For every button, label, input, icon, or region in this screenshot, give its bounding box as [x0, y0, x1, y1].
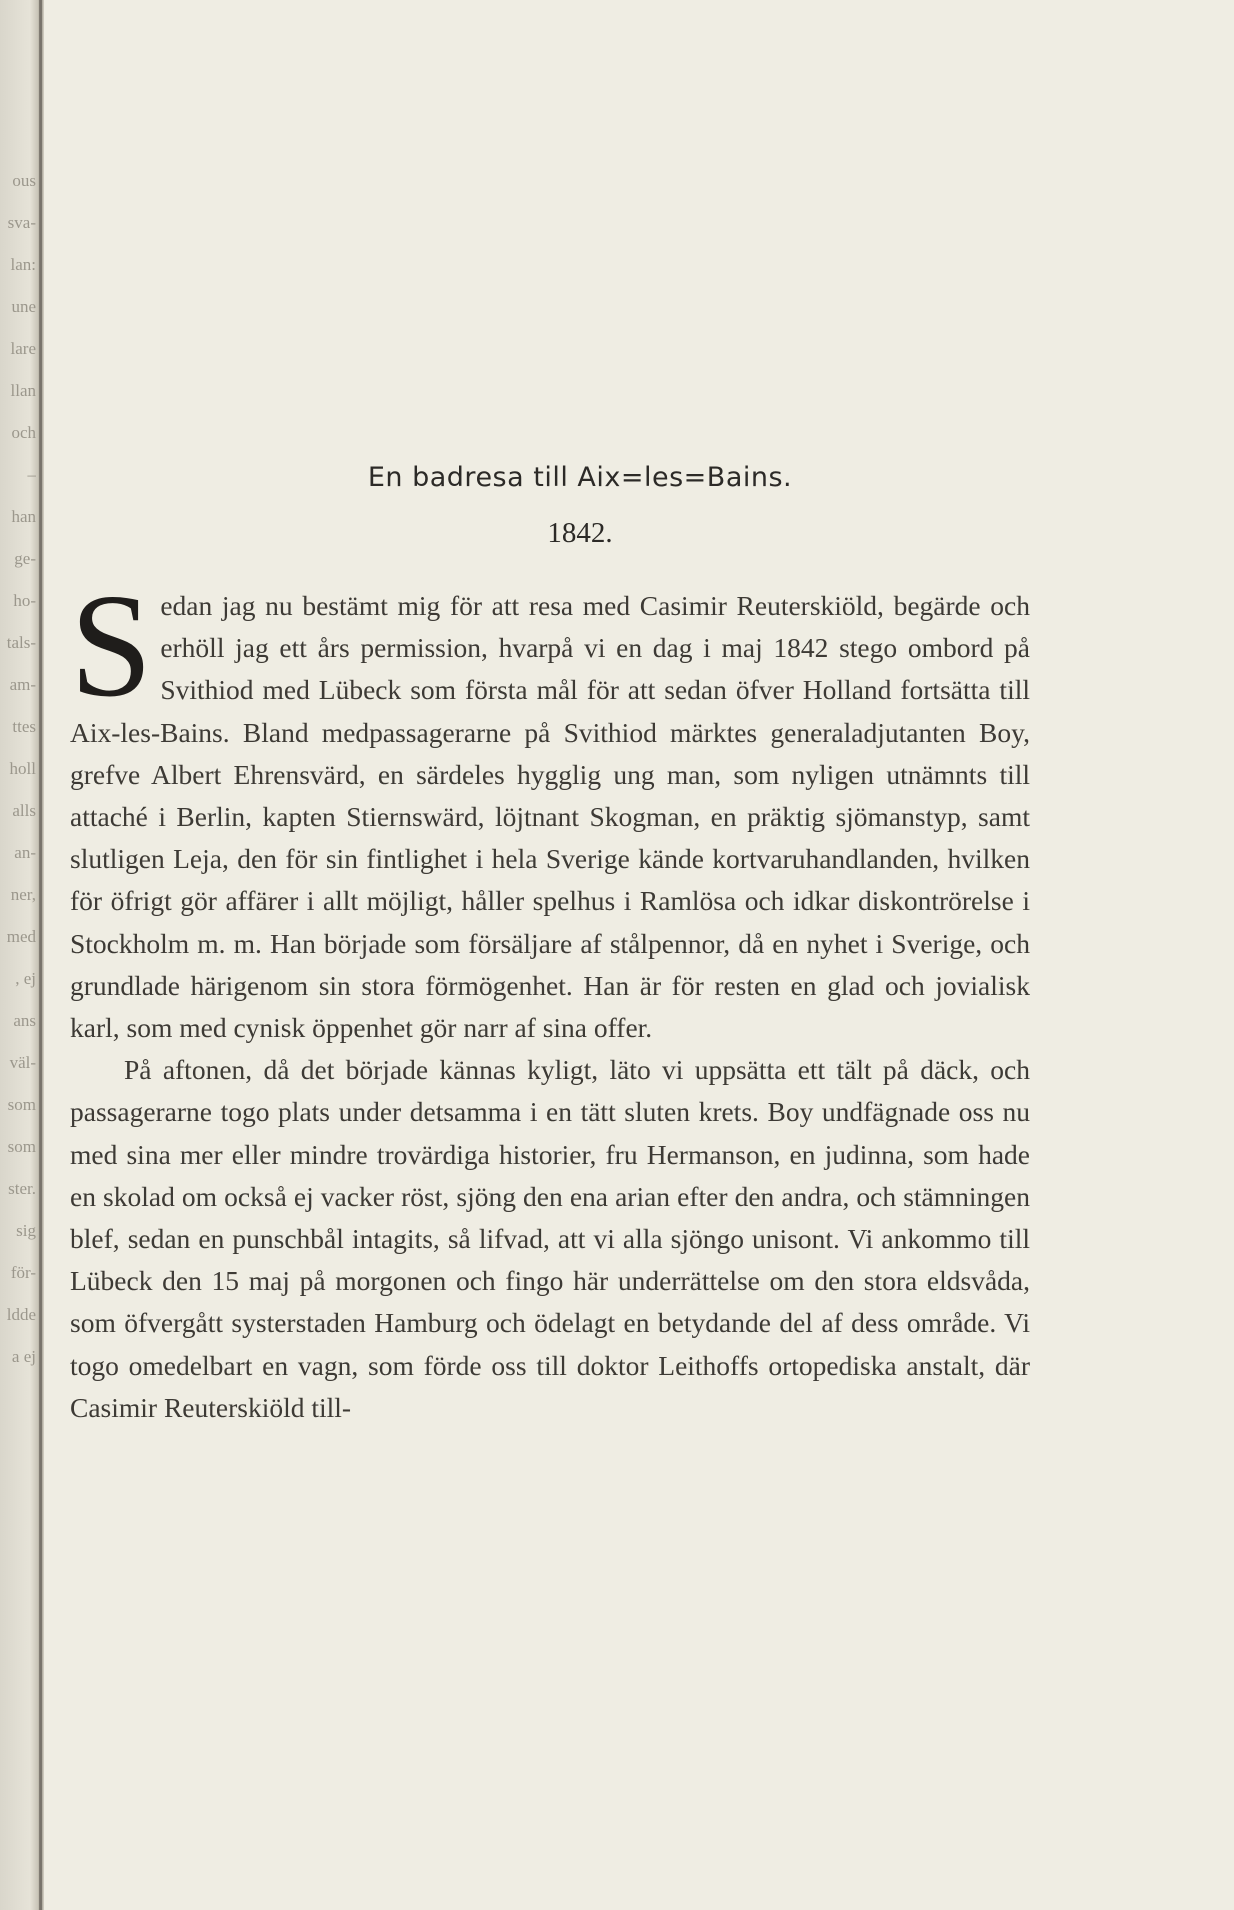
bleed-fragment: väl- [9, 1053, 36, 1072]
bleed-fragment: ner, [10, 885, 36, 904]
bleed-fragment: som [7, 1137, 36, 1156]
bleed-fragment: une [11, 297, 36, 316]
bleed-fragment: ster. [8, 1179, 36, 1198]
bleed-fragment: han [11, 507, 36, 526]
bleed-fragment: sig [16, 1221, 36, 1240]
bleed-fragment: med [6, 927, 36, 946]
bleed-fragment: , ej [15, 969, 36, 988]
previous-page-bleed [0, 160, 36, 1378]
bleed-fragment: lan: [10, 255, 36, 274]
bleed-fragment: alls [12, 801, 36, 820]
chapter-title: En badresa till Aix=les=Bains. [367, 462, 793, 493]
bleed-fragment: a ej [11, 1347, 36, 1366]
bleed-fragment: lare [10, 339, 36, 358]
bleed-fragment: ldde [6, 1305, 36, 1324]
chapter-body [70, 564, 1030, 1429]
chapter-year: 1842. [547, 517, 613, 549]
bleed-fragment: ge- [14, 549, 36, 568]
bleed-fragment: ans [13, 1011, 36, 1030]
bleed-fragment: an- [14, 843, 36, 862]
bleed-fragment: för- [10, 1263, 36, 1282]
bleed-fragment: holl [9, 759, 36, 778]
paragraph-1-text: edan jag nu bestämt mig för att resa med Casimir Reuterskiöld, begärde och erhöll jag ett års permission, hvarpå vi en dag i maj 1842 stego ombord på Svithiod med Lübeck som första mål för att sedan öfver Holland fortsätta till Aix-les-Bains. Bland medpassagerarne på Svithiod märktes generaladjutanten Boy, grefve Albert Ehrensvärd, en särdeles hygglig ung man, som nyligen utnämnts till attaché i Berlin, kapten Stiernswärd, löjtnant Skogman, en präktig sjömanstyp, samt slutligen Leja, den för sin fintlighet i hela Sverige kände kortvaruhandlanden, hvilken för öfrigt gör affärer i allt möjligt, håller spelhus i Ramlösa och idkar diskontrörelse i Stockholm m. m. Han började som försäljare af stålpennor, då en nyhet i Sverige, och grundlade härigenom sin stora förmögenhet. Han är för resten en glad och jovialisk karl, som med cynisk öppenhet gör narr af sina offer. [70, 590, 1030, 1044]
paragraph-2: På aftonen, då det började kännas kyligt, läto vi uppsätta ett tält på däck, och passagerarne togo plats under detsamma i en tätt sluten krets. Boy undfägnade oss nu med sina mer eller mindre trovärdiga historier, fru Hermanson, en judinna, som hade en skolad om också ej vacker röst, sjöng den ena arian efter den andra, och stämningen blef, sedan en punschbål intagits, så lifvad, att vi alla sjöngo unisont. Vi ankommo till Lübeck den 15 maj på morgonen och fingo här underrättelse om den stora eldsvåda, som öfvergått systerstaden Hamburg och ödelagt en betydande del af dess område. Vi togo omedelbart en vagn, som förde oss till doktor Leithoffs ortopediska anstalt, där Casimir Reuterskiöld till- [70, 1054, 1030, 1423]
bleed-fragment: llan [10, 381, 36, 400]
bleed-fragment: som [7, 1095, 36, 1114]
bleed-fragment: sva- [7, 213, 36, 232]
bleed-fragment: och [11, 423, 36, 442]
paragraph-1 [70, 564, 1030, 1049]
bleed-fragment: am- [9, 675, 36, 694]
bleed-fragment: ho- [13, 591, 36, 610]
drop-cap: S [70, 564, 153, 728]
bleed-fragment: ttes [12, 717, 36, 736]
bleed-fragment: tals- [6, 633, 36, 652]
bleed-fragment: – [27, 465, 36, 484]
binding-line [39, 0, 42, 1910]
bleed-fragment: ous [12, 171, 36, 190]
